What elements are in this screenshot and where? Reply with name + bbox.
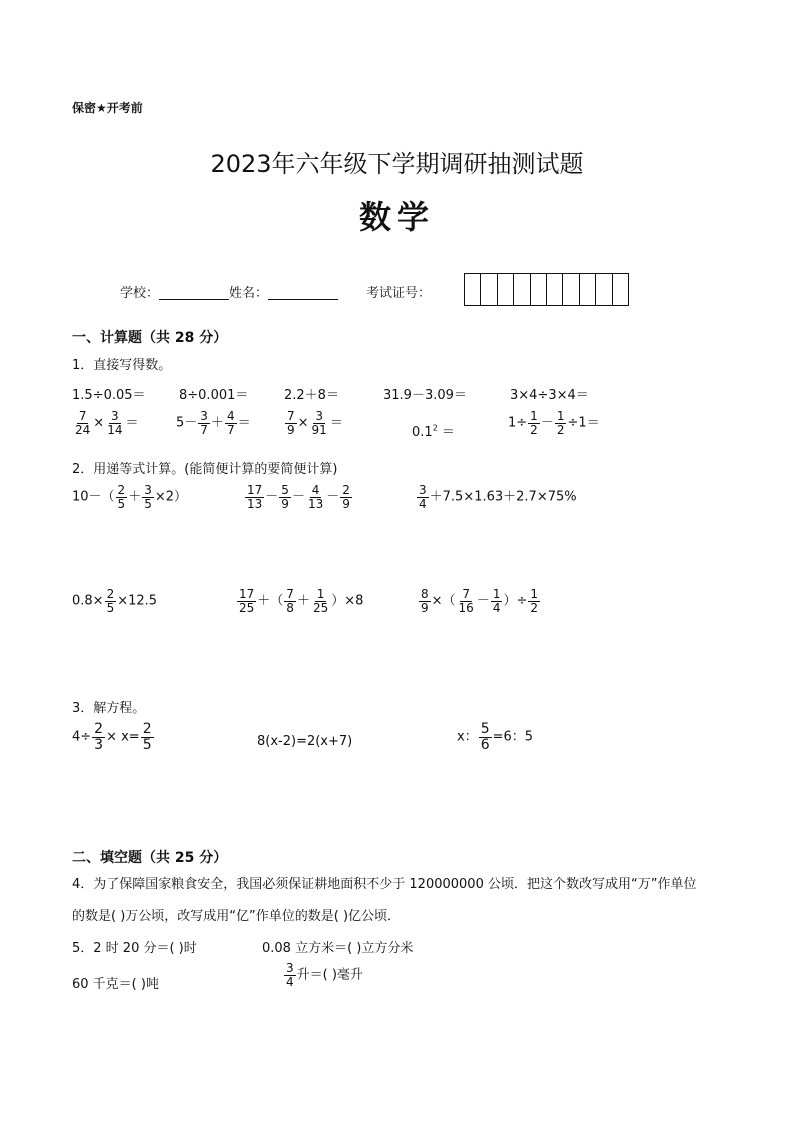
q3-stem: 3．解方程。 [72,701,146,716]
q1-fraction-item: $\frac{7}{9}$ × $\frac{3}{91}$ ＝ [287,409,343,437]
exam-id-cell[interactable] [613,274,628,305]
q2-expression: $\frac{8}{9}$ ×（ $\frac{7}{16}$ － $\frac{1}{4}$ ）÷ $\frac{1}{2}$ [421,587,539,615]
section-2-heading: 二、填空题（共 25 分） [72,850,228,866]
q5-item: $\frac{3}{4}$ 升＝( )毫升 [286,961,363,989]
exam-id-cell[interactable] [580,274,596,305]
q3-equation: 8(x-2)=2(x+7) [257,734,353,749]
q4-line-2: 的数是( )万公顷，改写成用“亿”作单位的数是( )亿公顷． [72,909,401,924]
exam-id-cell[interactable] [596,274,612,305]
q1-fraction-item: 5－ $\frac{3}{7}$ ＋ $\frac{4}{7}$ ＝ [176,409,251,437]
q3-equation: x： $\frac{5}{6}$ =6：5 [457,721,534,753]
exam-title: 2023年六年级下学期调研抽测试题 [210,150,584,178]
q5-item: 60 千克＝( )吨 [72,977,159,992]
exam-id-cell[interactable] [465,274,481,305]
exam-id-cell[interactable] [498,274,514,305]
q2-expression: $\frac{17}{13}$ － $\frac{5}{9}$ － $\frac{4}{13}$ － $\frac{2}{9}$ [247,483,350,511]
name-blank[interactable] [268,285,338,300]
subject-title: 数学 [358,198,435,236]
q1-item: 3×4÷3×4＝ [510,388,589,403]
exam-id-cell[interactable] [563,274,579,305]
q1-item: 2.2＋8＝ [284,388,339,403]
exam-id-cell[interactable] [531,274,547,305]
q2-expression: 0.8× $\frac{2}{5}$ ×12.5 [72,587,158,615]
exam-id-cell[interactable] [514,274,530,305]
q1-item: 8÷0.001＝ [179,388,249,403]
exam-id-label: 考试证号： [366,286,432,301]
school-label: 学校： [120,286,160,301]
exam-id-cell[interactable] [547,274,563,305]
q2-expression: $\frac{3}{4}$ ＋7.5×1.63＋2.7×75% [419,483,577,511]
q3-equation: 4÷ $\frac{2}{3}$ × x= $\frac{2}{5}$ [72,721,152,753]
q1-power-item: $0.1^2$ ＝ [412,423,455,440]
section-1-heading: 一、计算题（共 28 分） [72,330,228,346]
school-blank[interactable] [159,285,229,300]
q5-item: 5．2 时 20 分＝( )时 [72,941,197,956]
q1-item: 31.9－3.09＝ [383,388,467,403]
q1-fraction-item: 1÷ $\frac{1}{2}$ － $\frac{1}{2}$ ÷1＝ [508,409,600,437]
q2-stem: 2．用递等式计算。(能简便计算的要简便计算) [72,462,338,477]
q4-line-1: 4．为了保障国家粮食安全，我国必须保证耕地面积不少于 120000000 公顷．把这个数改写成用“万”作单位 [72,877,697,892]
q1-fraction-item: $\frac{7}{24}$ × $\frac{3}{14}$ ＝ [75,409,139,437]
q2-expression: 10－（ $\frac{2}{5}$ ＋ $\frac{3}{5}$ ×2） [72,483,188,511]
q5-item: 0.08 立方米＝( )立方分米 [262,941,414,956]
confidential-mark: 保密★开考前 [72,101,143,115]
exam-id-cell[interactable] [481,274,497,305]
q1-item: 1.5÷0.05＝ [72,388,146,403]
q1-stem: 1．直接写得数。 [72,358,172,373]
q2-expression: $\frac{17}{25}$ ＋（ $\frac{7}{8}$ ＋ $\frac{1}{25}$ ）×8 [239,587,364,615]
exam-id-box[interactable] [464,273,629,306]
name-label: 姓名： [229,286,269,301]
info-line [120,282,338,301]
